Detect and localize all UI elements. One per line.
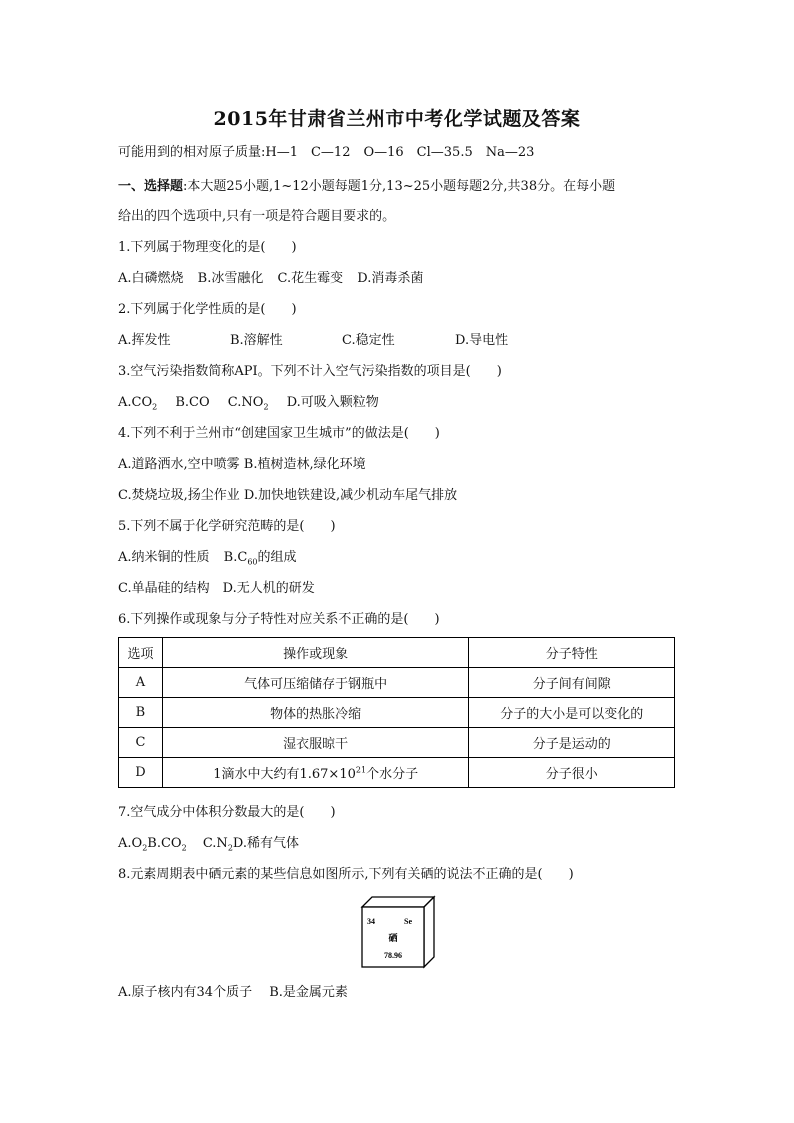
table-cell-phenomenon: 物体的热胀冷缩 bbox=[162, 698, 468, 728]
table-header-row bbox=[119, 638, 675, 668]
table-row bbox=[119, 728, 675, 758]
page-title: 2015年甘肃省兰州市中考化学试题及答案 bbox=[213, 108, 581, 130]
element-mass: 78.96 bbox=[384, 951, 402, 960]
q7-options bbox=[118, 834, 299, 854]
q1-option-c: C.花生霉变 bbox=[277, 271, 344, 286]
table-cell-property: 分子很小 bbox=[469, 758, 675, 788]
element-number: 34 bbox=[367, 917, 375, 926]
table-header-cell: 选项 bbox=[119, 638, 163, 668]
table-cell-property: 分子的大小是可以变化的 bbox=[469, 698, 675, 728]
q1-option-b: B.冰雪融化 bbox=[197, 271, 264, 286]
q5-option-b: $B.C_{60}$的组成 bbox=[223, 550, 297, 567]
table-row bbox=[119, 698, 675, 728]
q5-stem: 5.下列不属于化学研究范畴的是( ) bbox=[118, 519, 336, 534]
q8-stem: 8.元素周期表中硒元素的某些信息如图所示,下列有关硒的说法不正确的是( ) bbox=[118, 867, 574, 882]
table-header-cell: 分子特性 bbox=[469, 638, 675, 668]
q5-options-cd: C.单晶硅的结构 D.无人机的研发 bbox=[118, 581, 315, 596]
q3-stem: 3.空气污染指数简称API。下列不计入空气污染指数的项目是( ) bbox=[118, 364, 502, 379]
q1-option-d: D.消毒杀菌 bbox=[357, 271, 424, 286]
q6-stem: 6.下列操作或现象与分子特性对应关系不正确的是( ) bbox=[118, 612, 440, 627]
section1-intro bbox=[118, 177, 615, 197]
q5-option-a: A.纳米铜的性质 bbox=[118, 550, 210, 565]
q6-table bbox=[118, 637, 675, 788]
element-name: 硒 bbox=[388, 934, 398, 944]
table-cell-option: A bbox=[119, 668, 163, 698]
q1-option-a: A.白磷燃烧 bbox=[118, 271, 184, 286]
q7-stem: 7.空气成分中体积分数最大的是( ) bbox=[118, 805, 336, 820]
q7-option-b: $B.CO_2$ bbox=[147, 836, 187, 853]
table-cell-option: C bbox=[119, 728, 163, 758]
q1-options bbox=[118, 269, 423, 289]
q2-option-a: A.挥发性 bbox=[118, 333, 171, 348]
q3-option-b: B.CO bbox=[175, 395, 210, 410]
q7-option-a: $A.O_2$ bbox=[118, 836, 148, 853]
q2-option-d: D.导电性 bbox=[455, 333, 509, 348]
section1-heading: 一、选择题 bbox=[118, 179, 184, 194]
table-row bbox=[119, 668, 675, 698]
q4-options-ab: A.道路洒水,空中喷雾 B.植树造林,绿化环境 bbox=[118, 457, 366, 472]
q3-option-d: D.可吸入颗粒物 bbox=[286, 395, 379, 410]
q3-option-c: $C.NO_2$ bbox=[227, 395, 269, 412]
q3-options bbox=[118, 393, 379, 413]
section1-desc-2: 给出的四个选项中,只有一项是符合题目要求的。 bbox=[118, 209, 396, 224]
table-cell-option: D bbox=[119, 758, 163, 788]
table-cell-phenomenon: 湿衣服晾干 bbox=[162, 728, 468, 758]
q1-stem: 1.下列属于物理变化的是( ) bbox=[118, 240, 297, 255]
table-cell-phenomenon: 气体可压缩储存于钢瓶中 bbox=[162, 668, 468, 698]
selenium-element-card bbox=[360, 895, 438, 973]
table-cell-option: B bbox=[119, 698, 163, 728]
q4-options-cd: C.焚烧垃圾,扬尘作业 D.加快地铁建设,减少机动车尾气排放 bbox=[118, 488, 458, 503]
q2-option-c: C.稳定性 bbox=[342, 333, 395, 348]
atomic-mass-note: 可能用到的相对原子质量:H—1 C—12 O—16 Cl—35.5 Na—23 bbox=[118, 145, 535, 160]
section1-desc-1: :本大题25小题,1~12小题每题1分,13~25小题每题2分,共38分。在每小题 bbox=[183, 179, 616, 194]
table-cell-phenomenon: 1滴水中大约有$1.67\times 10^{21}$个水分子 bbox=[162, 758, 468, 788]
q8-options-ab: A.原子核内有34个质子 B.是金属元素 bbox=[118, 985, 348, 1000]
q5-options-ab bbox=[118, 548, 297, 568]
q2-stem: 2.下列属于化学性质的是( ) bbox=[118, 302, 297, 317]
table-header-cell: 操作或现象 bbox=[162, 638, 468, 668]
table-cell-property: 分子间有间隙 bbox=[469, 668, 675, 698]
table-cell-property: 分子是运动的 bbox=[469, 728, 675, 758]
q2-option-b: B.溶解性 bbox=[230, 333, 283, 348]
table-row bbox=[119, 758, 675, 788]
q7-option-d: D.稀有气体 bbox=[232, 836, 299, 851]
q7-option-c: $C.N_2$ bbox=[202, 836, 233, 853]
q3-option-a: $A.CO_2$ bbox=[118, 395, 158, 412]
q4-stem: 4.下列不利于兰州市“创建国家卫生城市”的做法是( ) bbox=[118, 426, 440, 441]
element-symbol: Se bbox=[404, 917, 412, 926]
